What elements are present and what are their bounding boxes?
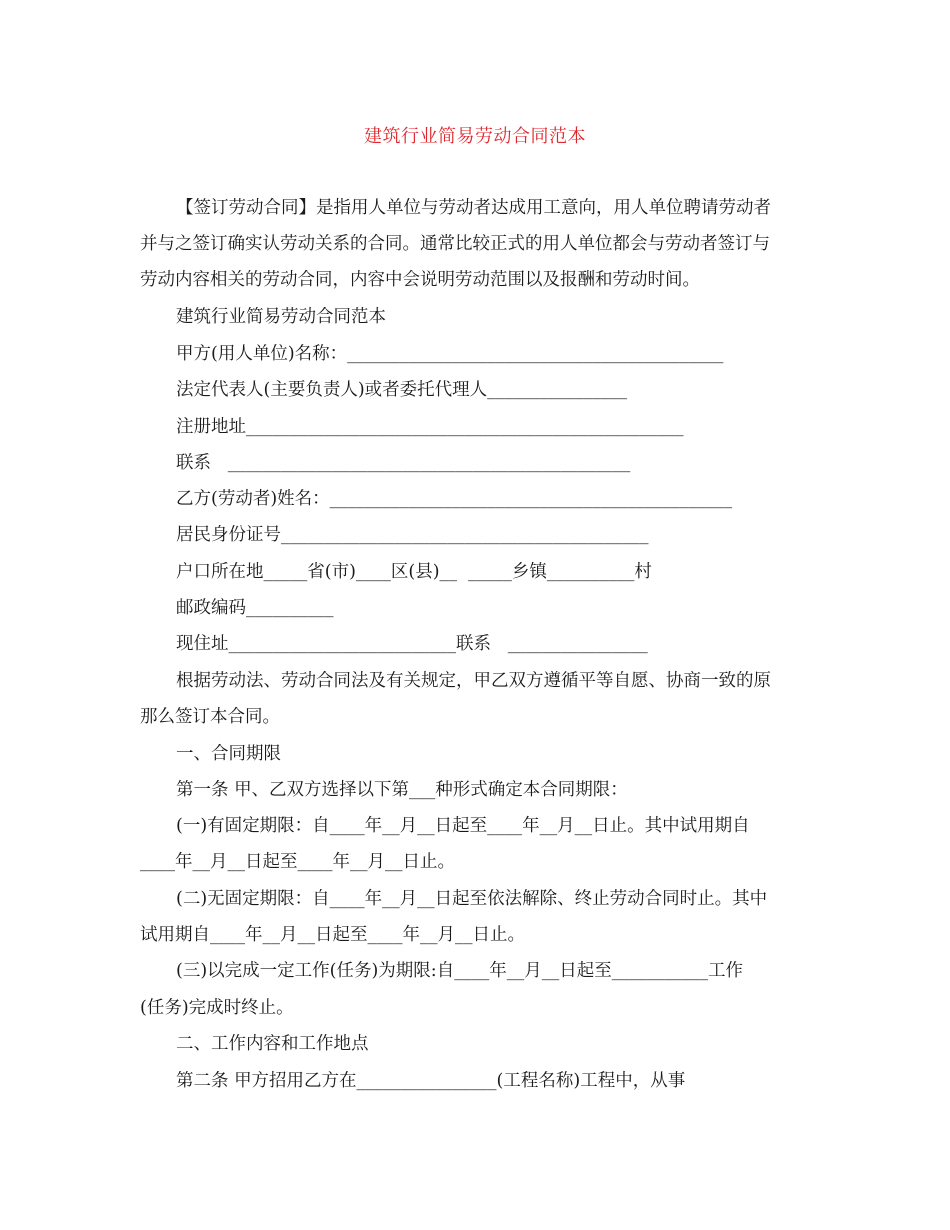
paragraph-line: 劳动内容相关的劳动合同，内容中会说明劳动范围以及报酬和劳动时间。 — [140, 270, 700, 290]
form-field-employer-name: 甲方(用人单位)名称：___________________________________________ — [176, 344, 724, 364]
form-field-postcode: 邮政编码__________ — [176, 598, 334, 618]
clause-line: 第二条 甲方招用乙方在________________(工程名称)工程中，从事 — [176, 1071, 686, 1091]
paragraph-line: 那么签订本合同。 — [140, 707, 280, 727]
clause-line: (三)以完成一定工作(任务)为期限:自____年__月__日起至___________工作 — [176, 961, 743, 981]
form-field-id-number: 居民身份证号__________________________________________ — [176, 525, 649, 545]
paragraph-line: 【签订劳动合同】是指用人单位与劳动者达成用工意向，用人单位聘请劳动者 — [176, 198, 771, 218]
form-field-contact: 联系 ______________________________________________ — [176, 453, 631, 473]
form-field-household-reg: 户口所在地_____省(市)____区(县)__ _____乡镇__________村 — [176, 562, 652, 582]
form-field-reg-address: 注册地址__________________________________________________ — [176, 417, 684, 437]
form-field-legal-rep: 法定代表人(主要负责人)或者委托代理人________________ — [176, 380, 628, 400]
clause-line: (任务)完成时终止。 — [140, 998, 294, 1018]
clause-line: (二)无固定期限：自____年__月__日起至依法解除、终止劳动合同时止。其中 — [176, 889, 768, 909]
section-heading: 一、合同期限 — [176, 744, 281, 764]
document-title: 建筑行业简易劳动合同范本 — [364, 126, 586, 147]
clause-line: 试用期自____年__月__日起至____年__月__日止。 — [140, 925, 525, 945]
clause-line: 第一条 甲、乙双方选择以下第___种形式确定本合同期限： — [176, 780, 628, 800]
subtitle-line: 建筑行业简易劳动合同范本 — [176, 307, 386, 327]
clause-line: ____年__月__日起至____年__月__日止。 — [140, 852, 455, 872]
form-field-current-address: 现住址__________________________联系 ________________ — [176, 634, 648, 654]
section-heading: 二、工作内容和工作地点 — [176, 1034, 369, 1054]
clause-line: (一)有固定期限：自____年__月__日起至____年__月__日止。其中试用期自 — [176, 816, 750, 836]
paragraph-line: 根据劳动法、劳动合同法及有关规定，甲乙双方遵循平等自愿、协商一致的原 — [176, 671, 771, 691]
form-field-employee-name: 乙方(劳动者)姓名：______________________________________________ — [176, 489, 733, 509]
paragraph-line: 并与之签订确实认劳动关系的合同。通常比较正式的用人单位都会与劳动者签订与 — [140, 234, 770, 254]
